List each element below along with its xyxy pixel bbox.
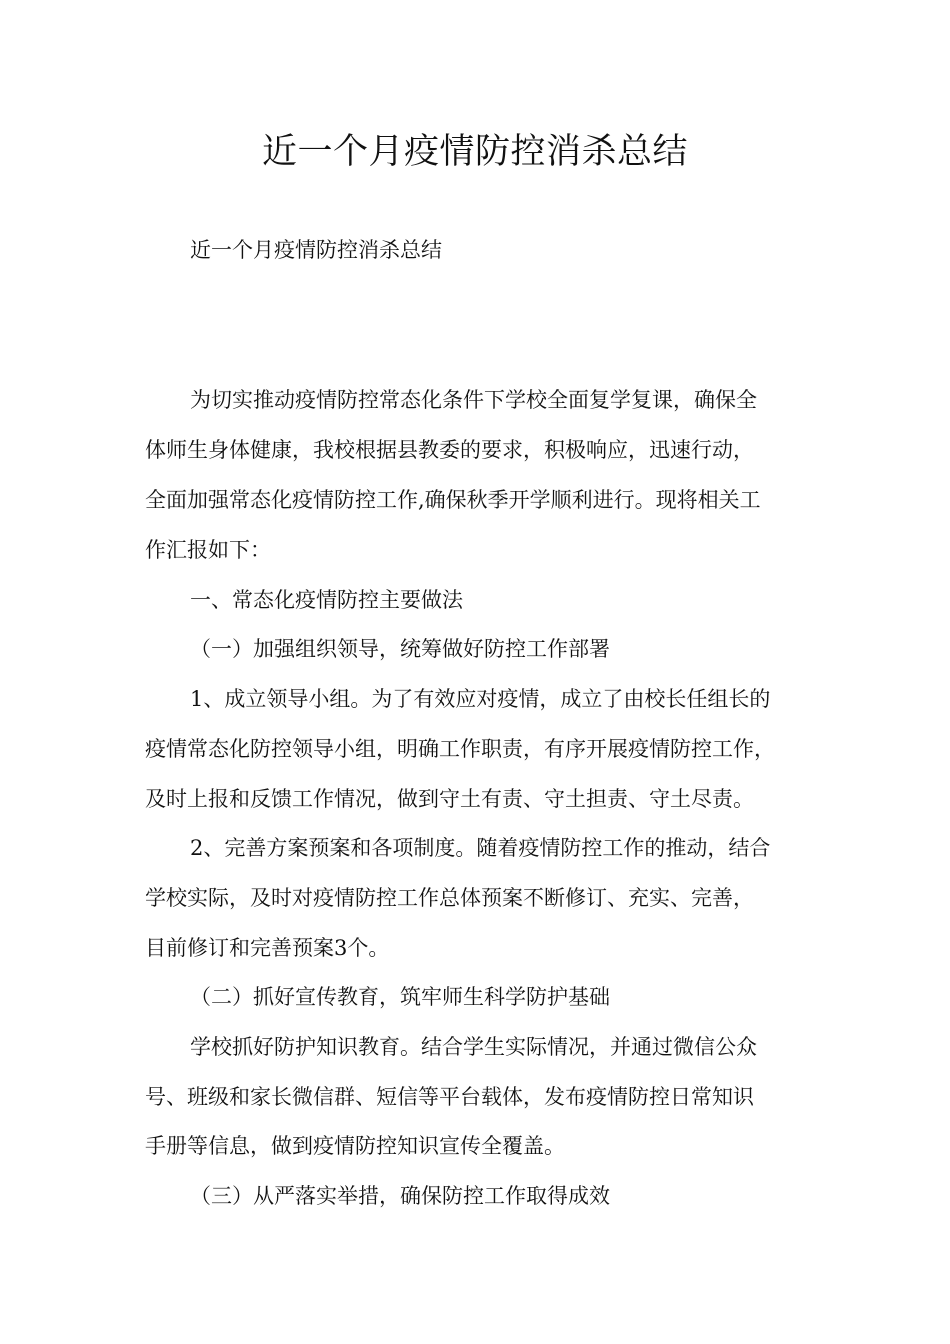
- document-title: 近一个月疫情防控消杀总结: [261, 132, 688, 172]
- paragraph-line: 体师生身体健康，我校根据县教委的要求，积极响应，迅速行动，: [145, 438, 754, 462]
- subsection-heading: （二）抓好宣传教育，筑牢师生科学防护基础: [190, 985, 610, 1009]
- paragraph-line: 1、成立领导小组。为了有效应对疫情，成立了由校长任组长的: [190, 687, 771, 711]
- paragraph-line: 疫情常态化防控领导小组，明确工作职责，有序开展疫情防控工作，: [145, 737, 775, 761]
- paragraph-line: 2、完善方案预案和各项制度。随着疫情防控工作的推动，结合: [190, 836, 771, 860]
- subsection-heading: （三）从严落实举措，确保防控工作取得成效: [190, 1184, 610, 1208]
- document-subtitle: 近一个月疫情防控消杀总结: [190, 238, 442, 262]
- paragraph-line: 为切实推动疫情防控常态化条件下学校全面复学复课，确保全: [190, 388, 757, 412]
- section-heading: 一、常态化疫情防控主要做法: [190, 588, 463, 612]
- paragraph-line: 学校抓好防护知识教育。结合学生实际情况，并通过微信公众: [190, 1035, 757, 1059]
- paragraph-line: 全面加强常态化疫情防控工作,确保秋季开学顺利进行。现将相关工: [145, 488, 761, 512]
- subsection-heading: （一）加强组织领导，统筹做好防控工作部署: [190, 637, 610, 661]
- paragraph-line: 目前修订和完善预案3个。: [145, 936, 390, 960]
- paragraph-line: 学校实际，及时对疫情防控工作总体预案不断修订、充实、完善，: [145, 886, 754, 910]
- paragraph-line: 及时上报和反馈工作情况，做到守土有责、守土担责、守土尽责。: [145, 787, 754, 811]
- paragraph-line: 号、班级和家长微信群、短信等平台载体，发布疫情防控日常知识: [145, 1085, 754, 1109]
- paragraph-line: 手册等信息，做到疫情防控知识宣传全覆盖。: [145, 1134, 565, 1158]
- paragraph-line: 作汇报如下：: [145, 538, 271, 562]
